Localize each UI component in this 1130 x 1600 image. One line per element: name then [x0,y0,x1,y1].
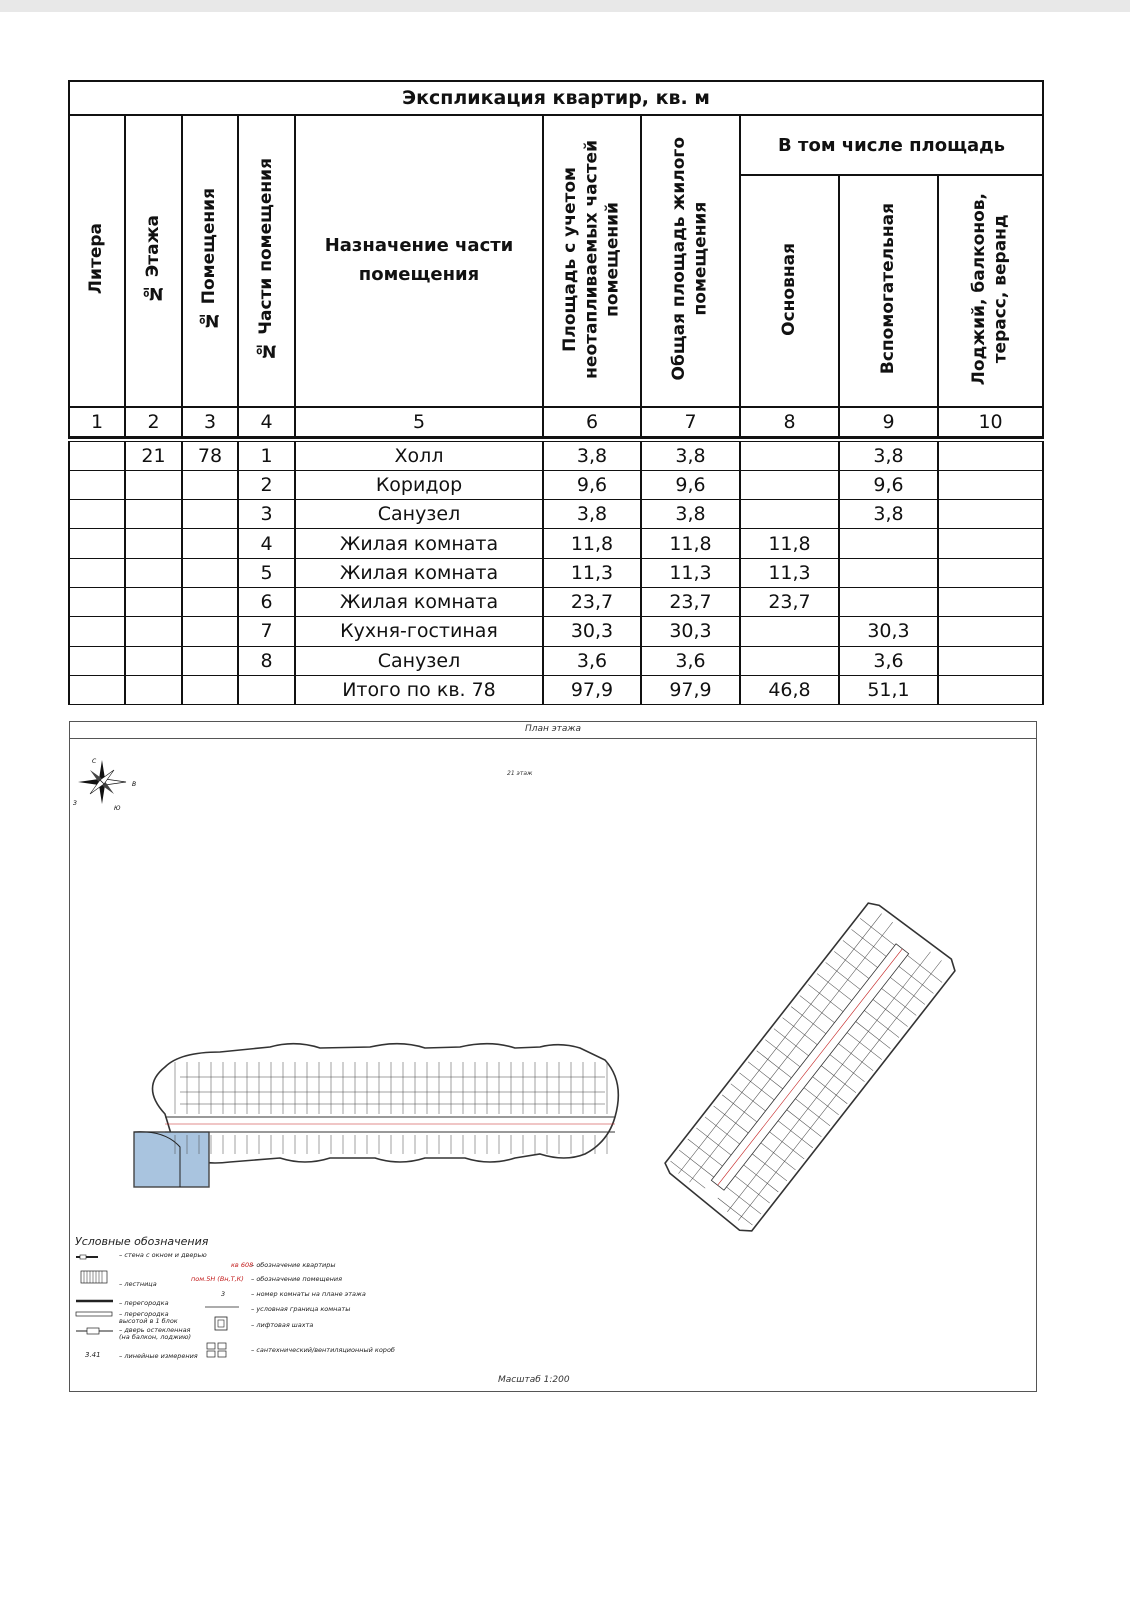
table-cell: Жилая комната [295,529,543,558]
table-cell: 51,1 [839,675,938,704]
table-cell [740,441,839,470]
table-cell: 8 [238,646,295,675]
column-number-cell: 8 [740,407,839,437]
legend-item-room-border: – условная граница комнаты [251,1305,351,1313]
header-area-total: Площадь с учетом неотапливаемых частей помещений [543,115,641,407]
table-cell: 97,9 [641,675,740,704]
table-cell: 9,6 [543,470,641,499]
table-cell [125,587,182,616]
legend [73,1235,493,1375]
table-cell [69,675,125,704]
table-cell: 4 [238,529,295,558]
table-cell [182,646,238,675]
table-cell: 7 [238,617,295,646]
table-cell [182,587,238,616]
legend-apt-sample: кв 608 [231,1261,254,1269]
table-cell: 2 [238,470,295,499]
table-cell [69,529,125,558]
table-cell: 6 [238,587,295,616]
table-cell [125,675,182,704]
legend-item-room-number: – номер комнаты на плане этажа [251,1290,366,1298]
table-row [69,470,1043,499]
header-part-no: № Части помещения [238,115,295,407]
table-cell: Итого по кв. 78 [295,675,543,704]
column-number-cell: 9 [839,407,938,437]
table-cell: Санузел [295,500,543,529]
table-cell [125,558,182,587]
header-purpose: Назначение части помещения [295,115,543,407]
table-row [69,441,1043,470]
table-cell [182,617,238,646]
table-cell [125,617,182,646]
table-cell: Кухня-гостиная [295,617,543,646]
header-main: Основная [740,175,839,407]
table-cell: Коридор [295,470,543,499]
table-row [69,529,1043,558]
explication-table [68,80,1044,705]
table-cell [839,529,938,558]
table-cell [182,529,238,558]
legend-symbols-right [203,1295,247,1395]
building-plan-horizontal [134,1044,618,1187]
table-cell [740,617,839,646]
explication-table-wrapper [68,80,1062,705]
table-cell: Жилая комната [295,558,543,587]
table-cell: 11,8 [543,529,641,558]
header-group: В том числе площадь [740,115,1043,175]
top-strip [0,0,1130,12]
table-cell: 3,6 [641,646,740,675]
legend-item-dimensions: – линейные измерения [119,1352,198,1360]
table-title: Экспликация квартир, кв. м [69,81,1043,115]
table-cell [938,470,1043,499]
legend-item-apartment: – обозначение квартиры [251,1261,336,1269]
table-cell [740,470,839,499]
table-cell [182,500,238,529]
table-cell [125,470,182,499]
table-cell [938,441,1043,470]
table-cell: 30,3 [641,617,740,646]
table-cell: Холл [295,441,543,470]
table-cell: 11,3 [740,558,839,587]
table-cell: 11,3 [641,558,740,587]
table-cell: 78 [182,441,238,470]
table-row [69,558,1043,587]
table-cell: 3,8 [839,500,938,529]
table-cell [125,529,182,558]
svg-text:Ю: Ю [114,805,121,810]
header-loggia: Лоджий, балконов, терасс, веранд [938,175,1043,407]
table-cell [938,529,1043,558]
svg-text:3.41: 3.41 [85,1351,101,1359]
table-cell: 30,3 [543,617,641,646]
table-cell [182,558,238,587]
table-cell: 21 [125,441,182,470]
table-cell [125,646,182,675]
legend-item-elevator: – лифтовая шахта [251,1321,314,1329]
column-number-cell: 6 [543,407,641,437]
legend-item-wall: – стена с окном и дверью [119,1251,207,1259]
table-cell [938,587,1043,616]
table-cell: 23,7 [740,587,839,616]
table-cell [69,470,125,499]
table-cell: 30,3 [839,617,938,646]
legend-num-sample: 3 [221,1290,226,1298]
table-cell: 3,8 [543,441,641,470]
table-cell: 3 [238,500,295,529]
legend-room-sample: пом.5Н (Вн,Т,К) [191,1275,244,1283]
header-litera: Литера [69,115,125,407]
table-cell: 1 [238,441,295,470]
table-cell: 3,6 [839,646,938,675]
table-cell [69,617,125,646]
table-cell [69,558,125,587]
plan-title: План этажа [524,724,582,734]
table-cell: 11,3 [543,558,641,587]
column-numbers-row [69,407,1043,437]
svg-text:В: В [132,781,137,788]
table-cell [938,558,1043,587]
table-cell: 3,8 [641,441,740,470]
table-cell: 46,8 [740,675,839,704]
header-floor-no: № Этажа [125,115,182,407]
table-cell [740,500,839,529]
column-number-cell: 3 [182,407,238,437]
table-cell: 23,7 [641,587,740,616]
table-row [69,675,1043,704]
legend-item-stairs: – лестница [119,1280,157,1288]
building-plan-rotated [661,898,959,1237]
header-area-living: Общая площадь жилого помещения [641,115,740,407]
svg-text:З: З [73,800,77,807]
column-number-cell: 4 [238,407,295,437]
table-cell [740,646,839,675]
column-number-cell: 10 [938,407,1043,437]
table-cell [125,500,182,529]
table-body [69,441,1043,705]
table-cell: Санузел [295,646,543,675]
table-cell: 3,8 [839,441,938,470]
header-room-no: № Помещения [182,115,238,407]
table-cell [69,646,125,675]
table-cell [182,470,238,499]
table-cell: 11,8 [641,529,740,558]
table-cell [69,500,125,529]
table-row [69,500,1043,529]
table-cell: 3,8 [641,500,740,529]
table-cell [238,675,295,704]
legend-item-duct: – сантехнический/вентиляционный короб [251,1346,395,1354]
scale-label: Масштаб 1:200 [498,1375,570,1385]
table-row [69,617,1043,646]
legend-item-glazed-door: – дверь остекленная (на балкон, лоджию) [119,1326,191,1341]
column-number-cell: 1 [69,407,125,437]
table-cell [69,441,125,470]
table-cell: 3,6 [543,646,641,675]
legend-item-partition: – перегородка [119,1299,169,1307]
column-number-cell: 2 [125,407,182,437]
floor-plan-sheet [69,721,1037,1392]
table-cell: Жилая комната [295,587,543,616]
table-cell [938,617,1043,646]
legend-title: Условные обозначения [75,1235,209,1248]
column-number-cell: 5 [295,407,543,437]
table-cell [938,500,1043,529]
legend-item-room: – обозначение помещения [251,1275,342,1283]
table-cell: 23,7 [543,587,641,616]
floor-label: 21 этаж [507,770,533,777]
table-cell [839,558,938,587]
table-row [69,587,1043,616]
table-cell [839,587,938,616]
table-cell: 11,8 [740,529,839,558]
column-number-cell: 7 [641,407,740,437]
table-cell: 9,6 [839,470,938,499]
table-cell: 97,9 [543,675,641,704]
table-cell [938,646,1043,675]
svg-text:С: С [92,758,97,765]
header-aux: Вспомогательная [839,175,938,407]
table-row [69,646,1043,675]
legend-item-low-partition: – перегородка высотой в 1 блок [119,1310,178,1325]
table-cell [69,587,125,616]
table-cell [182,675,238,704]
table-cell: 3,8 [543,500,641,529]
table-cell: 9,6 [641,470,740,499]
table-cell: 5 [238,558,295,587]
table-cell [938,675,1043,704]
